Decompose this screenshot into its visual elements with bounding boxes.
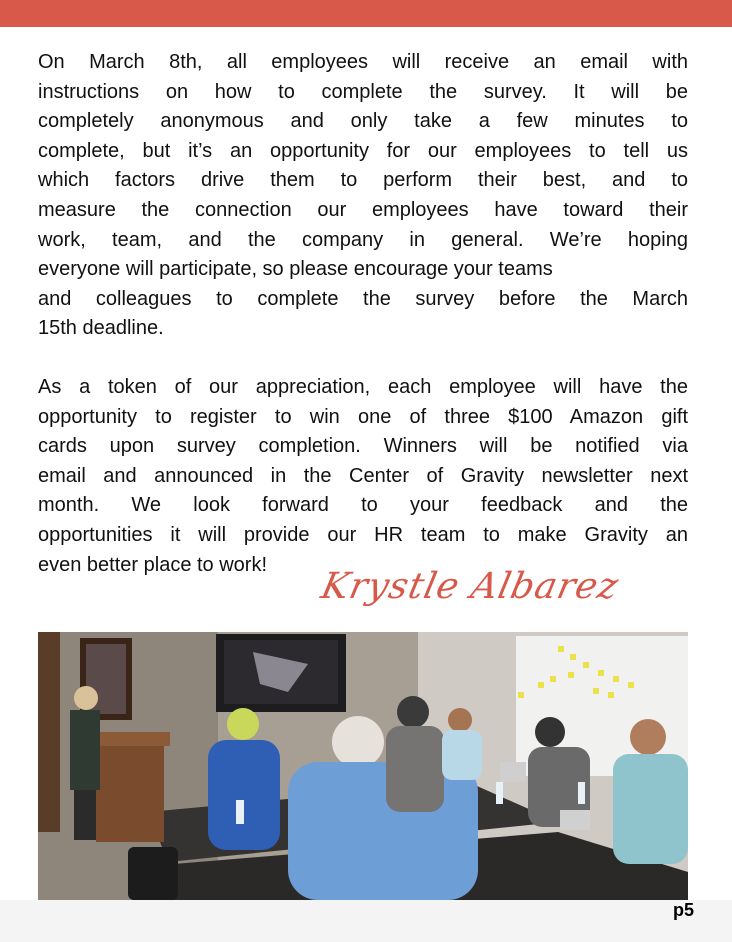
text-line: cards upon survey completion. Winners will be notified via — [38, 435, 688, 458]
meeting-photo — [38, 632, 688, 900]
footer-strip — [0, 900, 732, 942]
text-line: measure the connection our employees have toward their — [38, 198, 688, 221]
top-accent-bar — [0, 0, 732, 27]
text-line: opportunity to register to win one of three $100 Amazon gift — [38, 405, 688, 428]
text-line: month. We look forward to your feedback and the — [38, 494, 688, 517]
meeting-photo-illustration — [38, 632, 688, 900]
text-line: On March 8th, all employees will receive an email with — [38, 51, 688, 73]
text-line: complete, but it’s an opportunity for our employees to tell us — [38, 139, 688, 162]
text-line: As a token of our appreciation, each employee will have the — [38, 376, 688, 398]
paragraph-survey-intro — [38, 48, 688, 344]
text-line: even better place to work! — [38, 553, 268, 576]
text-line: opportunities it will provide our HR team to make Gravity an — [38, 523, 688, 546]
text-line: instructions on how to complete the survey. It will be — [38, 80, 688, 103]
text-line: completely anonymous and only take a few minutes to — [38, 110, 688, 133]
text-line: which factors drive them to perform their best, and to — [38, 169, 688, 192]
signature: Krystle Albarez — [317, 566, 623, 607]
text-line: 15th deadline. — [38, 317, 164, 340]
text-line: and colleagues to complete the survey before the March — [38, 287, 688, 310]
text-line: email and announced in the Center of Gravity newsletter next — [38, 464, 688, 487]
text-line: everyone will participate, so please encourage your teams — [38, 258, 553, 281]
text-line: work, team, and the company in general. We’re hoping — [38, 228, 688, 251]
paragraph-appreciation — [38, 373, 688, 580]
page-number: p5 — [672, 900, 694, 920]
